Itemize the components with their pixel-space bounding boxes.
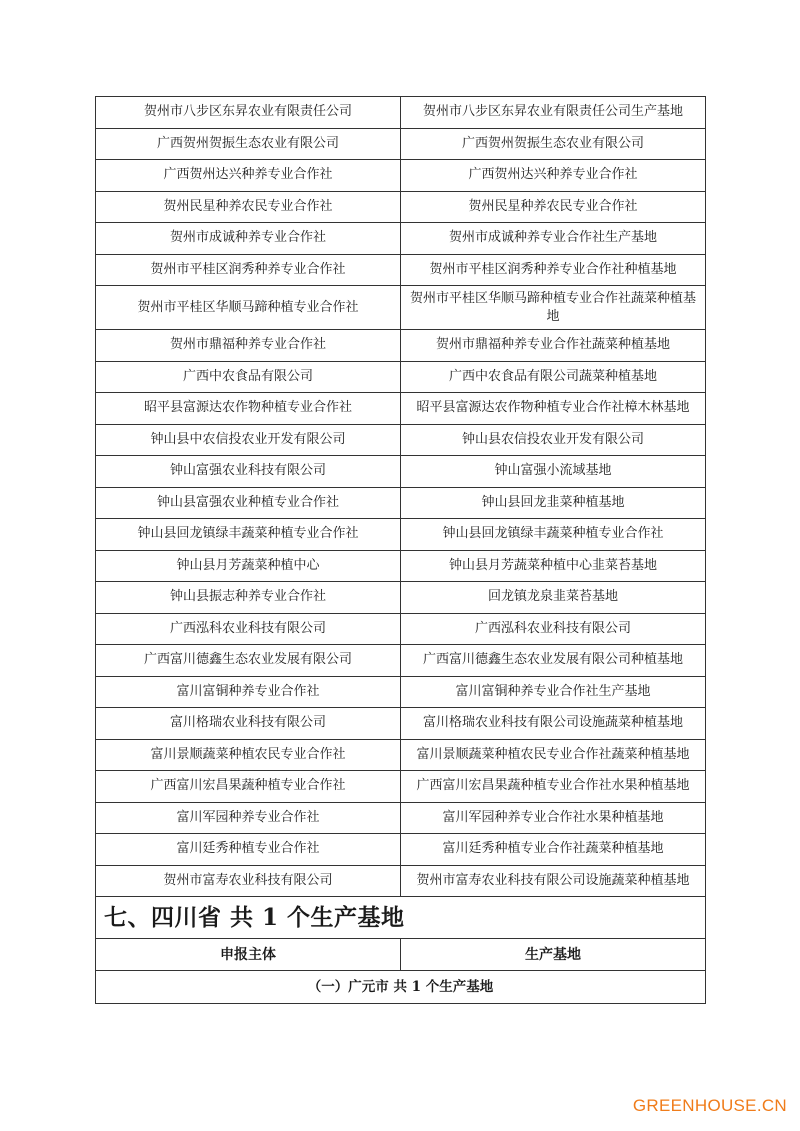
table-row [96,223,706,255]
applicant-cell: 广西富川德鑫生态农业发展有限公司 [96,645,401,677]
base-cell: 广西中农食品有限公司蔬菜种植基地 [401,361,706,393]
header-base: 生产基地 [401,939,706,971]
column-header-row [96,939,706,971]
table-row [96,519,706,551]
applicant-cell: 贺州民星种养农民专业合作社 [96,191,401,223]
base-cell: 贺州市平桂区润秀种养专业合作社种植基地 [401,254,706,286]
applicant-cell: 广西贺州达兴种养专业合作社 [96,160,401,192]
table-row [96,708,706,740]
base-cell: 富川景顺蔬菜种植农民专业合作社蔬菜种植基地 [401,739,706,771]
table-row [96,254,706,286]
table-row [96,771,706,803]
table-row [96,393,706,425]
applicant-cell: 富川富铜种养专业合作社 [96,676,401,708]
base-cell: 昭平县富源达农作物种植专业合作社樟木林基地 [401,393,706,425]
table-row [96,330,706,362]
city-heading-row [96,971,706,1004]
applicant-cell: 贺州市平桂区华顺马蹄种植专业合作社 [96,286,401,330]
applicant-cell: 贺州市八步区东昇农业有限责任公司 [96,97,401,129]
table-row [96,456,706,488]
applicant-cell: 昭平县富源达农作物种植专业合作社 [96,393,401,425]
applicant-cell: 广西贺州贺振生态农业有限公司 [96,128,401,160]
base-cell: 回龙镇龙泉韭菜苔基地 [401,582,706,614]
applicant-cell: 富川格瑞农业科技有限公司 [96,708,401,740]
table-body [96,97,706,897]
base-cell: 富川军园种养专业合作社水果种植基地 [401,802,706,834]
table-row [96,286,706,330]
base-cell: 富川富铜种养专业合作社生产基地 [401,676,706,708]
table-row [96,834,706,866]
watermark-logo: GREENHOUSE.CN [632,1096,787,1115]
city-heading: （一）广元市 共 1 个生产基地 [96,971,706,1004]
base-cell: 贺州市富寿农业科技有限公司设施蔬菜种植基地 [401,865,706,897]
table-row [96,160,706,192]
base-cell: 贺州市平桂区华顺马蹄种植专业合作社蔬菜种植基地 [401,286,706,330]
table-row [96,97,706,129]
province-heading: 七、四川省 共 1 个生产基地 [96,897,706,939]
applicant-cell: 贺州市成诚种养专业合作社 [96,223,401,255]
applicant-cell: 广西富川宏昌果蔬种植专业合作社 [96,771,401,803]
applicant-cell: 钟山县富强农业种植专业合作社 [96,487,401,519]
base-cell: 广西富川德鑫生态农业发展有限公司种植基地 [401,645,706,677]
table-row [96,676,706,708]
applicant-cell: 富川军园种养专业合作社 [96,802,401,834]
applicant-cell: 钟山县振志种养专业合作社 [96,582,401,614]
table-row [96,424,706,456]
base-cell: 钟山县农信投农业开发有限公司 [401,424,706,456]
base-cell: 贺州市鼎福种养专业合作社蔬菜种植基地 [401,330,706,362]
applicant-cell: 贺州市平桂区润秀种养专业合作社 [96,254,401,286]
base-cell: 贺州民星种养农民专业合作社 [401,191,706,223]
base-cell: 富川格瑞农业科技有限公司设施蔬菜种植基地 [401,708,706,740]
table-row [96,865,706,897]
table-row [96,613,706,645]
applicant-cell: 富川景顺蔬菜种植农民专业合作社 [96,739,401,771]
applicant-cell: 贺州市富寿农业科技有限公司 [96,865,401,897]
applicant-cell: 钟山县中农信投农业开发有限公司 [96,424,401,456]
applicant-cell: 富川廷秀种植专业合作社 [96,834,401,866]
applicant-cell: 钟山富强农业科技有限公司 [96,456,401,488]
base-cell: 钟山县月芳蔬菜种植中心韭菜苔基地 [401,550,706,582]
province-heading-row [96,897,706,939]
table-row [96,487,706,519]
table-row [96,739,706,771]
table-row [96,582,706,614]
table-row [96,550,706,582]
table-row [96,361,706,393]
applicant-cell: 钟山县月芳蔬菜种植中心 [96,550,401,582]
table-row [96,191,706,223]
applicant-cell: 贺州市鼎福种养专业合作社 [96,330,401,362]
table-row [96,645,706,677]
applicant-cell: 钟山县回龙镇绿丰蔬菜种植专业合作社 [96,519,401,551]
base-cell: 贺州市八步区东昇农业有限责任公司生产基地 [401,97,706,129]
table-row [96,128,706,160]
base-cell: 广西泓科农业科技有限公司 [401,613,706,645]
base-cell: 广西贺州达兴种养专业合作社 [401,160,706,192]
header-applicant: 申报主体 [96,939,401,971]
table-row [96,802,706,834]
applicant-cell: 广西中农食品有限公司 [96,361,401,393]
base-cell: 钟山县回龙韭菜种植基地 [401,487,706,519]
base-cell: 富川廷秀种植专业合作社蔬菜种植基地 [401,834,706,866]
base-cell: 广西富川宏昌果蔬种植专业合作社水果种植基地 [401,771,706,803]
base-cell: 广西贺州贺振生态农业有限公司 [401,128,706,160]
base-cell: 贺州市成诚种养专业合作社生产基地 [401,223,706,255]
production-base-table [95,96,706,1004]
base-cell: 钟山富强小流域基地 [401,456,706,488]
applicant-cell: 广西泓科农业科技有限公司 [96,613,401,645]
base-cell: 钟山县回龙镇绿丰蔬菜种植专业合作社 [401,519,706,551]
province-section [96,897,706,1004]
